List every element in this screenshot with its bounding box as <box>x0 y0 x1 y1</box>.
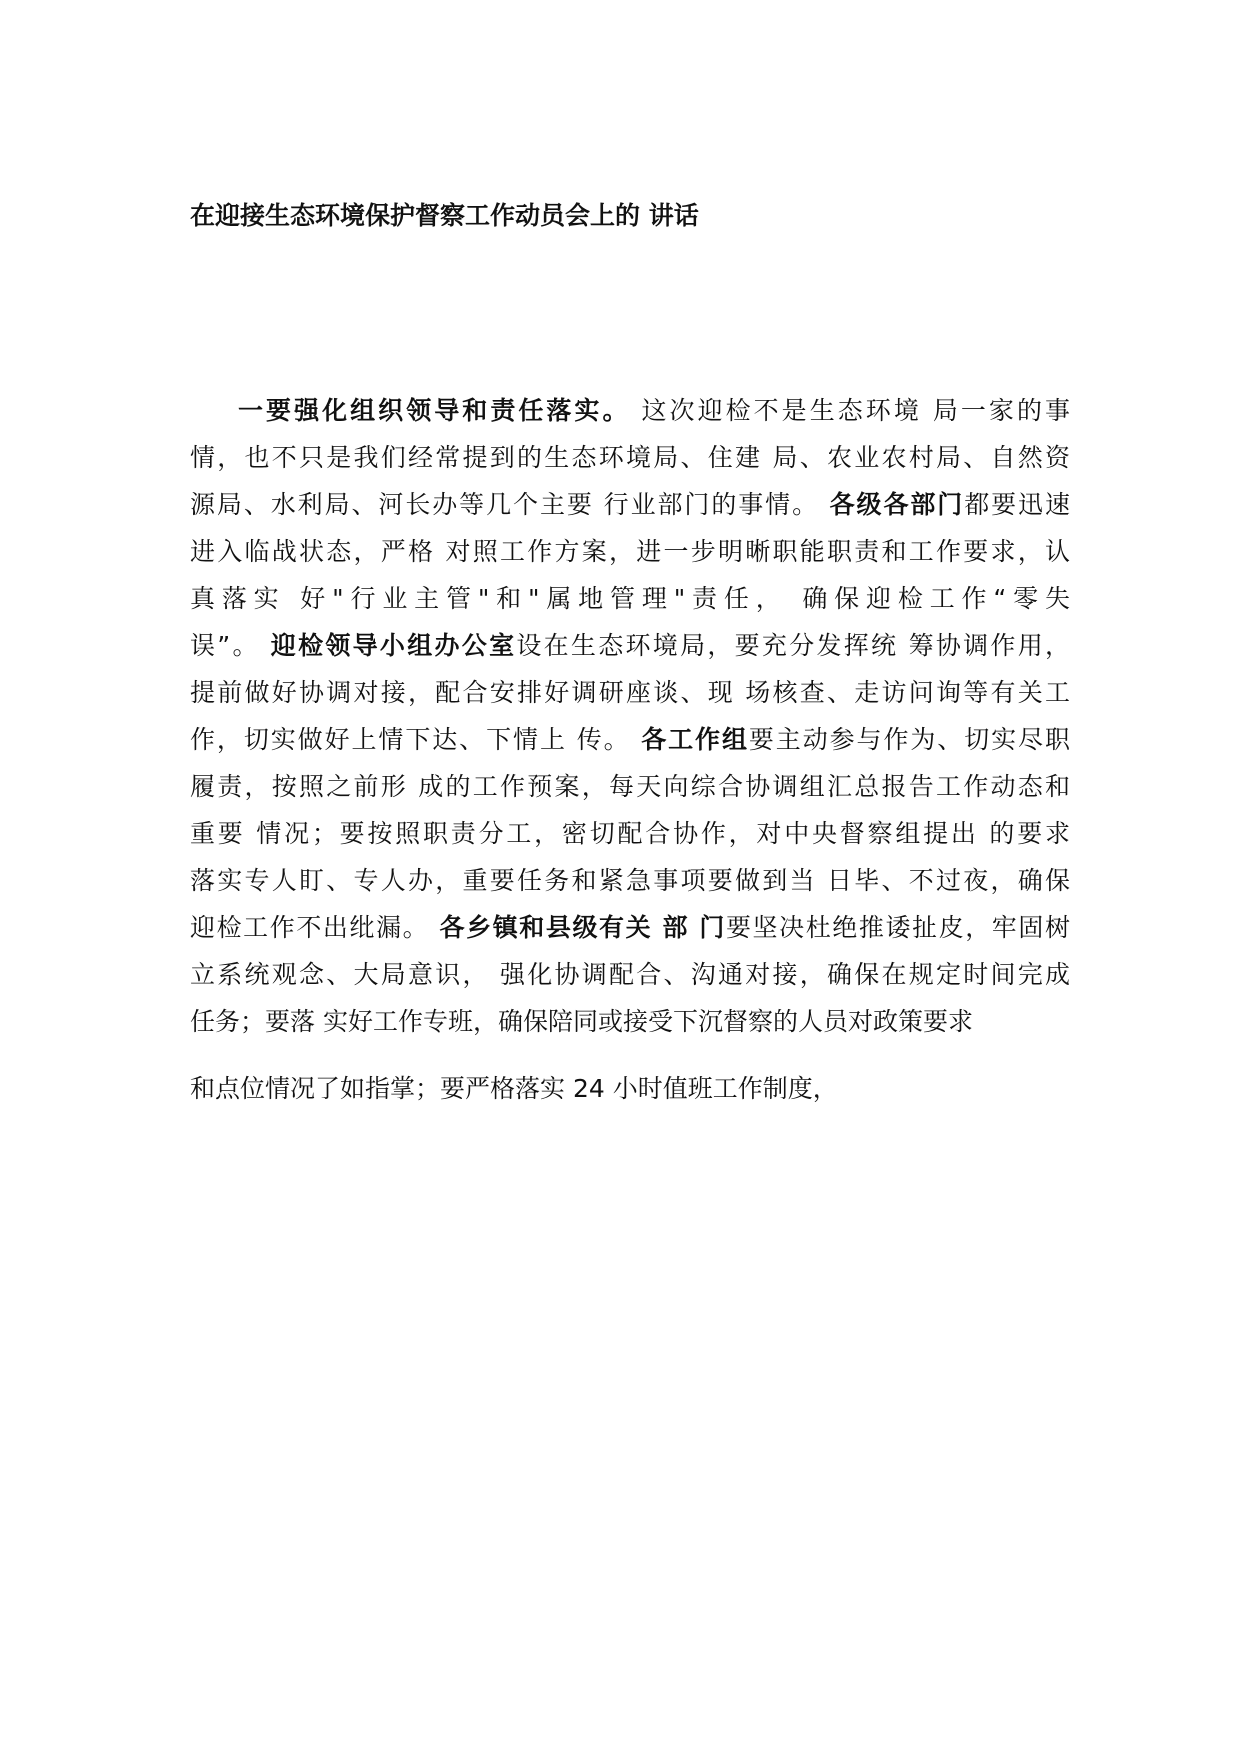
bold-heading: 一要强化组织领导和责任落实。 <box>238 396 631 425</box>
line-text: 要主动参与作为、切实尽职 <box>748 725 1070 754</box>
trailing-line <box>190 1074 1070 1104</box>
paragraph-line <box>238 396 1070 426</box>
line-text: 作，切实做好上情下达、下情上 传。 <box>190 725 631 754</box>
paragraph-line <box>190 819 1070 849</box>
bold-heading: 各级各部门 <box>819 490 965 519</box>
line-text: 重要 情况；要按照职责分工，密切配合协作，对中央督察组提出 的要求 <box>190 819 1070 848</box>
line-text: 误”。 <box>190 631 260 660</box>
bold-heading: 各工作组 <box>630 725 749 754</box>
line-text: 立系统观念、大局意识， 强化协调配合、沟通对接，确保在规定时间完成 <box>190 960 1070 989</box>
paragraph-line <box>190 1007 1070 1037</box>
bold-heading: 迎检领导小组办公室 <box>259 631 517 660</box>
paragraph-line <box>190 725 1070 755</box>
paragraph-line <box>190 678 1070 708</box>
bold-heading: 各乡镇和县级有关 部 门 <box>429 913 726 942</box>
paragraph-line <box>190 537 1070 567</box>
document-title: 在迎接生态环境保护督察工作动员会上的 讲话 <box>190 201 699 230</box>
line-text: 情，也不只是我们经常提到的生态环境局、住建 局、农业农村局、自然资 <box>190 443 1070 472</box>
line-text: 进入临战状态，严格 对照工作方案，进一步明晰职能职责和工作要求，认 <box>190 537 1070 566</box>
line-text: 和点位情况了如指掌；要严格落实 24 小时值班工作制度， <box>190 1074 838 1103</box>
paragraph-line <box>190 866 1070 896</box>
line-text: 这次迎检不是生态环境 局一家的事 <box>630 396 1070 425</box>
paragraph-line <box>190 584 1070 614</box>
paragraph-line <box>190 631 1070 661</box>
line-text: 履责，按照之前形 成的工作预案，每天向综合协调组汇总报告工作动态和 <box>190 772 1070 801</box>
line-text: 提前做好协调对接，配合安排好调研座谈、现 场核查、走访问询等有关工 <box>190 678 1070 707</box>
line-text: 任务；要落 实好工作专班，确保陪同或接受下沉督察的人员对政策要求 <box>190 1007 973 1036</box>
line-text: 要坚决杜绝推诿扯皮，牢固树 <box>725 913 1070 942</box>
paragraph-line <box>190 913 1070 943</box>
line-text: 都要迅速 <box>964 490 1070 519</box>
line-text: 设在生态环境局，要充分发挥统 筹协调作用， <box>516 631 1070 660</box>
paragraph-line <box>190 772 1070 802</box>
line-text: 真落实 好"行业主管"和"属地管理"责任， 确保迎检工作“零失 <box>190 584 1070 613</box>
line-text: 源局、水利局、河长办等几个主要 行业部门的事情。 <box>190 490 819 519</box>
paragraph-line <box>190 443 1070 473</box>
paragraph-line <box>190 960 1070 990</box>
line-text: 落实专人盯、专人办，重要任务和紧急事项要做到当 日毕、不过夜，确保 <box>190 866 1070 895</box>
line-text: 迎检工作不出纰漏。 <box>190 913 430 942</box>
paragraph-line <box>190 490 1070 520</box>
